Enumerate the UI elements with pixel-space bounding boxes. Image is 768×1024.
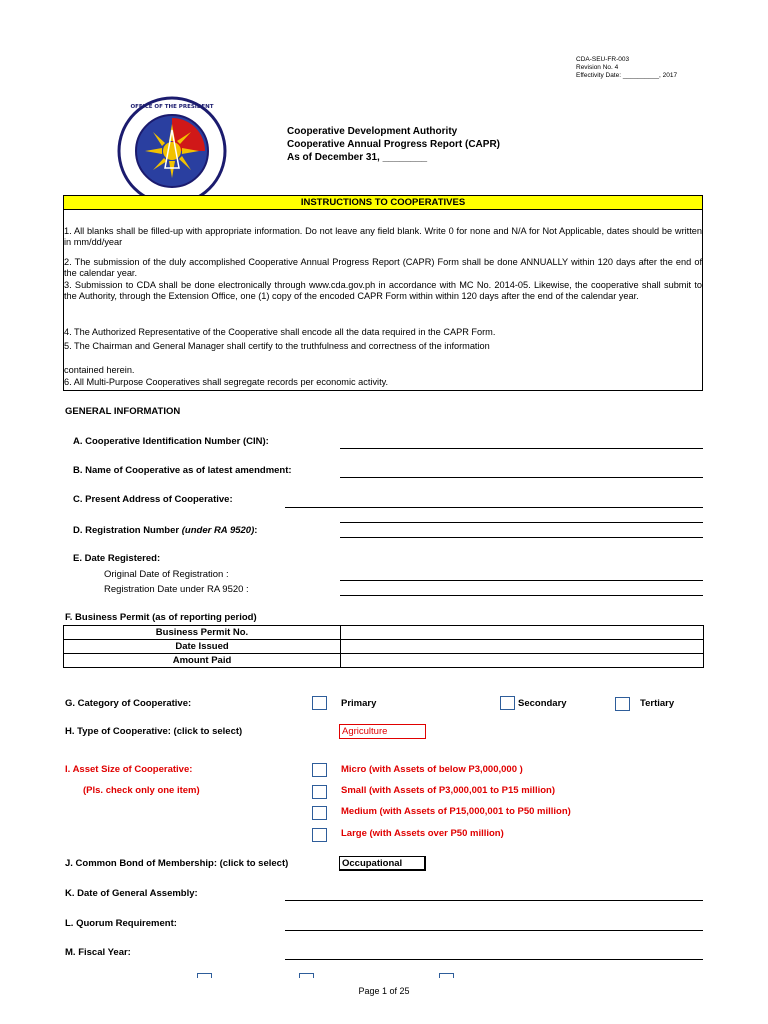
cin-label: A. Cooperative Identification Number (CIN): bbox=[73, 436, 269, 447]
medium-checkbox[interactable] bbox=[312, 806, 327, 820]
instruction-2: 2. The submission of the duly accomplished Cooperative Annual Progress Report (CAPR) Form shall be done ANNUALLY within 120 days after the end of the calendar year. bbox=[64, 257, 702, 278]
report-header bbox=[287, 125, 500, 164]
address-field[interactable] bbox=[285, 507, 703, 508]
tertiary-checkbox[interactable] bbox=[615, 697, 630, 711]
coop-name-field[interactable] bbox=[340, 477, 703, 478]
general-info-title: GENERAL INFORMATION bbox=[65, 406, 181, 417]
permit-no-cell[interactable] bbox=[341, 626, 704, 640]
table-row bbox=[64, 626, 704, 640]
instruction-3: 3. Submission to CDA shall be done electronically through www.cda.gov.ph in accordance with MC No. 2014-05. Likewise, the cooperative shall submit to the Authority, through the Extension Office, one (1) copy of the encoded CAPR Form within within 120 days after the end of the calendar year. bbox=[64, 280, 702, 301]
address-label: C. Present Address of Cooperative: bbox=[73, 494, 233, 505]
instruction-4: 4. The Authorized Representative of the Cooperative shall encode all the data required in the CAPR Form. bbox=[64, 327, 496, 337]
business-permit-table bbox=[63, 625, 704, 668]
secondary-option-label: Secondary bbox=[518, 698, 567, 709]
date-issued-label: Date Issued bbox=[64, 640, 341, 654]
amount-paid-cell[interactable] bbox=[341, 654, 704, 668]
registration-number-field[interactable] bbox=[340, 537, 703, 538]
page-number: Page 1 of 25 bbox=[358, 986, 410, 996]
date-registered-label: E. Date Registered: bbox=[73, 553, 161, 564]
partial-checkbox-1[interactable] bbox=[197, 973, 212, 978]
fiscal-year-label: M. Fiscal Year: bbox=[65, 947, 131, 958]
instructions-title: INSTRUCTIONS TO COOPERATIVES bbox=[64, 196, 702, 210]
category-label: G. Category of Cooperative: bbox=[65, 698, 192, 709]
document-code bbox=[576, 56, 677, 80]
coop-name-label: B. Name of Cooperative as of latest amendment: bbox=[73, 465, 292, 476]
micro-option-label: Micro (with Assets of below P3,000,000 ) bbox=[341, 764, 523, 775]
revision-number: Revision No. 4 bbox=[576, 64, 619, 71]
fiscal-year-field[interactable] bbox=[285, 959, 703, 960]
svg-text:OFFICE OF THE PRESIDENT: OFFICE OF THE PRESIDENT bbox=[130, 104, 214, 110]
report-as-of: As of December 31, ________ bbox=[287, 152, 428, 163]
business-permit-label: F. Business Permit (as of reporting period) bbox=[65, 612, 257, 623]
form-number: CDA-SEU-FR-003 bbox=[576, 56, 630, 63]
coop-type-select[interactable]: Agriculture bbox=[339, 724, 426, 739]
secondary-checkbox[interactable] bbox=[500, 696, 515, 710]
instruction-6: 6. All Multi-Purpose Cooperatives shall segregate records per economic activity. bbox=[64, 377, 389, 387]
asset-size-label: I. Asset Size of Cooperative: bbox=[65, 764, 193, 775]
date-issued-cell[interactable] bbox=[341, 640, 704, 654]
reg-number-text: D. Registration Number bbox=[73, 525, 182, 536]
reg-number-law: (under RA 9520) bbox=[181, 525, 255, 536]
coop-type-label: H. Type of Cooperative: (click to select) bbox=[65, 726, 243, 737]
ra9520-date-field[interactable] bbox=[340, 595, 703, 596]
tertiary-option-label: Tertiary bbox=[640, 698, 675, 709]
table-row bbox=[64, 640, 704, 654]
reg-number-colon: : bbox=[254, 525, 258, 536]
agency-name: Cooperative Development Authority bbox=[287, 126, 458, 137]
quorum-label: L. Quorum Requirement: bbox=[65, 918, 177, 929]
cda-seal-logo bbox=[117, 96, 227, 206]
instruction-5-cont: contained herein. bbox=[64, 365, 135, 375]
original-date-field[interactable] bbox=[340, 580, 703, 581]
ra9520-date-label: Registration Date under RA 9520 : bbox=[104, 584, 249, 595]
primary-checkbox[interactable] bbox=[312, 696, 327, 710]
medium-option-label: Medium (with Assets of P15,000,001 to P50 million) bbox=[341, 806, 571, 817]
table-row bbox=[64, 654, 704, 668]
common-bond-select[interactable]: Occupational bbox=[339, 856, 426, 871]
primary-option-label: Primary bbox=[341, 698, 377, 709]
large-option-label: Large (with Assets over P50 million) bbox=[341, 828, 504, 839]
micro-checkbox[interactable] bbox=[312, 763, 327, 777]
general-assembly-field[interactable] bbox=[285, 900, 703, 901]
permit-no-label: Business Permit No. bbox=[64, 626, 341, 640]
instructions-box bbox=[63, 195, 703, 391]
instruction-5: 5. The Chairman and General Manager shall certify to the truthfulness and correctness of the information bbox=[64, 341, 490, 351]
quorum-field[interactable] bbox=[285, 930, 703, 931]
original-date-label: Original Date of Registration : bbox=[104, 569, 229, 580]
small-option-label: Small (with Assets of P3,000,001 to P15 million) bbox=[341, 785, 555, 796]
partial-checkbox-2[interactable] bbox=[299, 973, 314, 978]
registration-number-label bbox=[73, 525, 257, 537]
asset-size-note: (Pls. check only one item) bbox=[83, 785, 200, 796]
effectivity-date: Effectivity Date: __________, 2017 bbox=[576, 72, 678, 79]
address-field-2[interactable] bbox=[340, 522, 703, 523]
small-checkbox[interactable] bbox=[312, 785, 327, 799]
cin-field[interactable] bbox=[340, 448, 703, 449]
partial-checkbox-3[interactable] bbox=[439, 973, 454, 978]
instruction-1: 1. All blanks shall be filled-up with appropriate information. Do not leave any field blank. Write 0 for none and N/A for Not Applicable, dates should be written in mm/dd/year bbox=[64, 226, 702, 247]
report-title: Cooperative Annual Progress Report (CAPR) bbox=[287, 139, 500, 150]
general-assembly-label: K. Date of General Assembly: bbox=[65, 888, 198, 899]
large-checkbox[interactable] bbox=[312, 828, 327, 842]
common-bond-label: J. Common Bond of Membership: (click to select) bbox=[65, 858, 289, 869]
amount-paid-label: Amount Paid bbox=[64, 654, 341, 668]
